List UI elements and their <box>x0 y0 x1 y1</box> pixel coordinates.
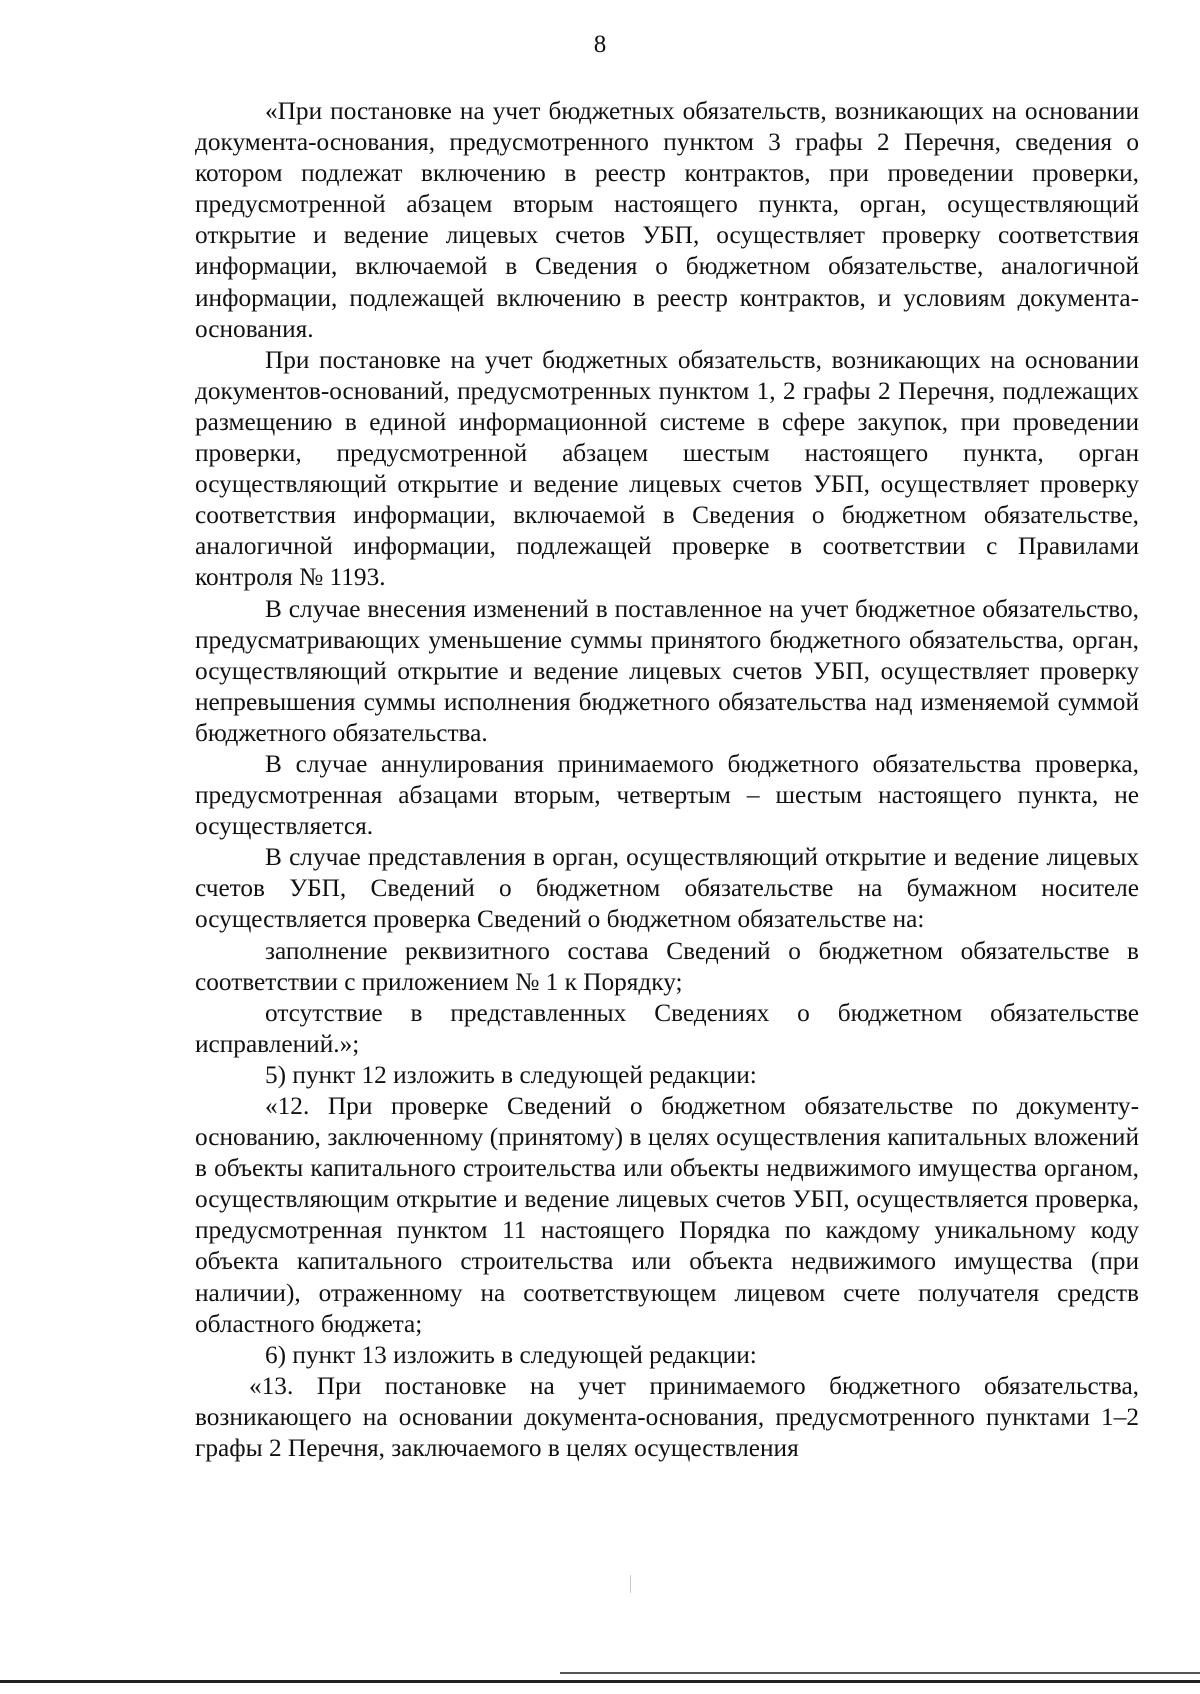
paragraph-10: 6) пункт 13 изложить в следующей редакции: <box>265 1340 757 1369</box>
paragraph-1: «При постановке на учет бюджетных обязательств, возникающих на основании документа-основания, предусмотренного пунктом 3 графы 2 Перечня, сведения о котором подлежат включению в реестр контрактов, при проведении проверки, предусмотренной абзацем вторым настоящего пункта, орган, осуществляющий открытие и ведение лицевых счетов УБП, осуществляет проверку соответствия информации, включаемой в Сведения о бюджетном обязательстве, аналогичной информации, подлежащей включению в реестр контрактов, и условиям документа-основания. <box>195 97 1139 343</box>
scan-edge-line-upper <box>560 1672 1200 1674</box>
scan-edge-line <box>0 1680 1200 1683</box>
paragraph-5: В случае представления в орган, осуществляющий открытие и ведение лицевых счетов УБП, Сведений о бюджетном обязательстве на бумажном носителе осуществляется проверка Сведений о бюджетном обязательстве на: <box>195 843 1139 934</box>
paragraph-9: «12. При проверке Сведений о бюджетном обязательстве по документу-основанию, заключенному (принятому) в целях осуществления капитальных вложений в объекты капитального строительства или объекты недвижимого имущества органом, осуществляющим открытие и ведение лицевых счетов УБП, осуществляется проверка, предусмотренная пунктом 11 настоящего Порядка по каждому уникальному коду объекта капитального строительства или объекта недвижимого имущества (при наличии), отраженному на соответствующем лицевом счете получателя средств областного бюджета; <box>195 1092 1139 1338</box>
paragraph-11: «13. При постановке на учет принимаемого бюджетного обязательства, возникающего на основании документа-основания, предусмотренного пунктами 1–2 графы 2 Перечня, заключаемого в целях осуществления <box>195 1371 1139 1463</box>
document-body <box>195 96 1139 1464</box>
paragraph-3: В случае внесения изменений в поставленное на учет бюджетное обязательство, предусматривающих уменьшение суммы принятого бюджетного обязательства, орган, осуществляющий открытие и ведение лицевых счетов УБП, осуществляет проверку непревышения суммы исполнения бюджетного обязательства над изменяемой суммой бюджетного обязательства. <box>195 594 1139 747</box>
paragraph-6: заполнение реквизитного состава Сведений о бюджетном обязательстве в соответствии с приложением № 1 к Порядку; <box>195 936 1139 996</box>
paragraph-2: При постановке на учет бюджетных обязательств, возникающих на основании документов-оснований, предусмотренных пунктом 1, 2 графы 2 Перечня, подлежащих размещению в единой информационной системе в сфере закупок, при проведении проверки, предусмотренной абзацем шестым настоящего пункта, орган осуществляющий открытие и ведение лицевых счетов УБП, осуществляет проверку соответствия информации, включаемой в Сведения о бюджетном обязательстве, аналогичной информации, подлежащей проверке в соответствии с Правилами контроля № 1193. <box>195 345 1139 592</box>
paragraph-8: 5) пункт 12 изложить в следующей редакции: <box>265 1060 757 1089</box>
scan-artifact-mark <box>630 1575 631 1593</box>
paragraph-4: В случае аннулирования принимаемого бюджетного обязательства проверка, предусмотренная абзацами вторым, четвертым – шестым настоящего пункта, не осуществляется. <box>195 749 1139 841</box>
page-number: 8 <box>593 31 607 58</box>
paragraph-7: отсутствие в представленных Сведениях о бюджетном обязательстве исправлений.»; <box>195 998 1139 1058</box>
